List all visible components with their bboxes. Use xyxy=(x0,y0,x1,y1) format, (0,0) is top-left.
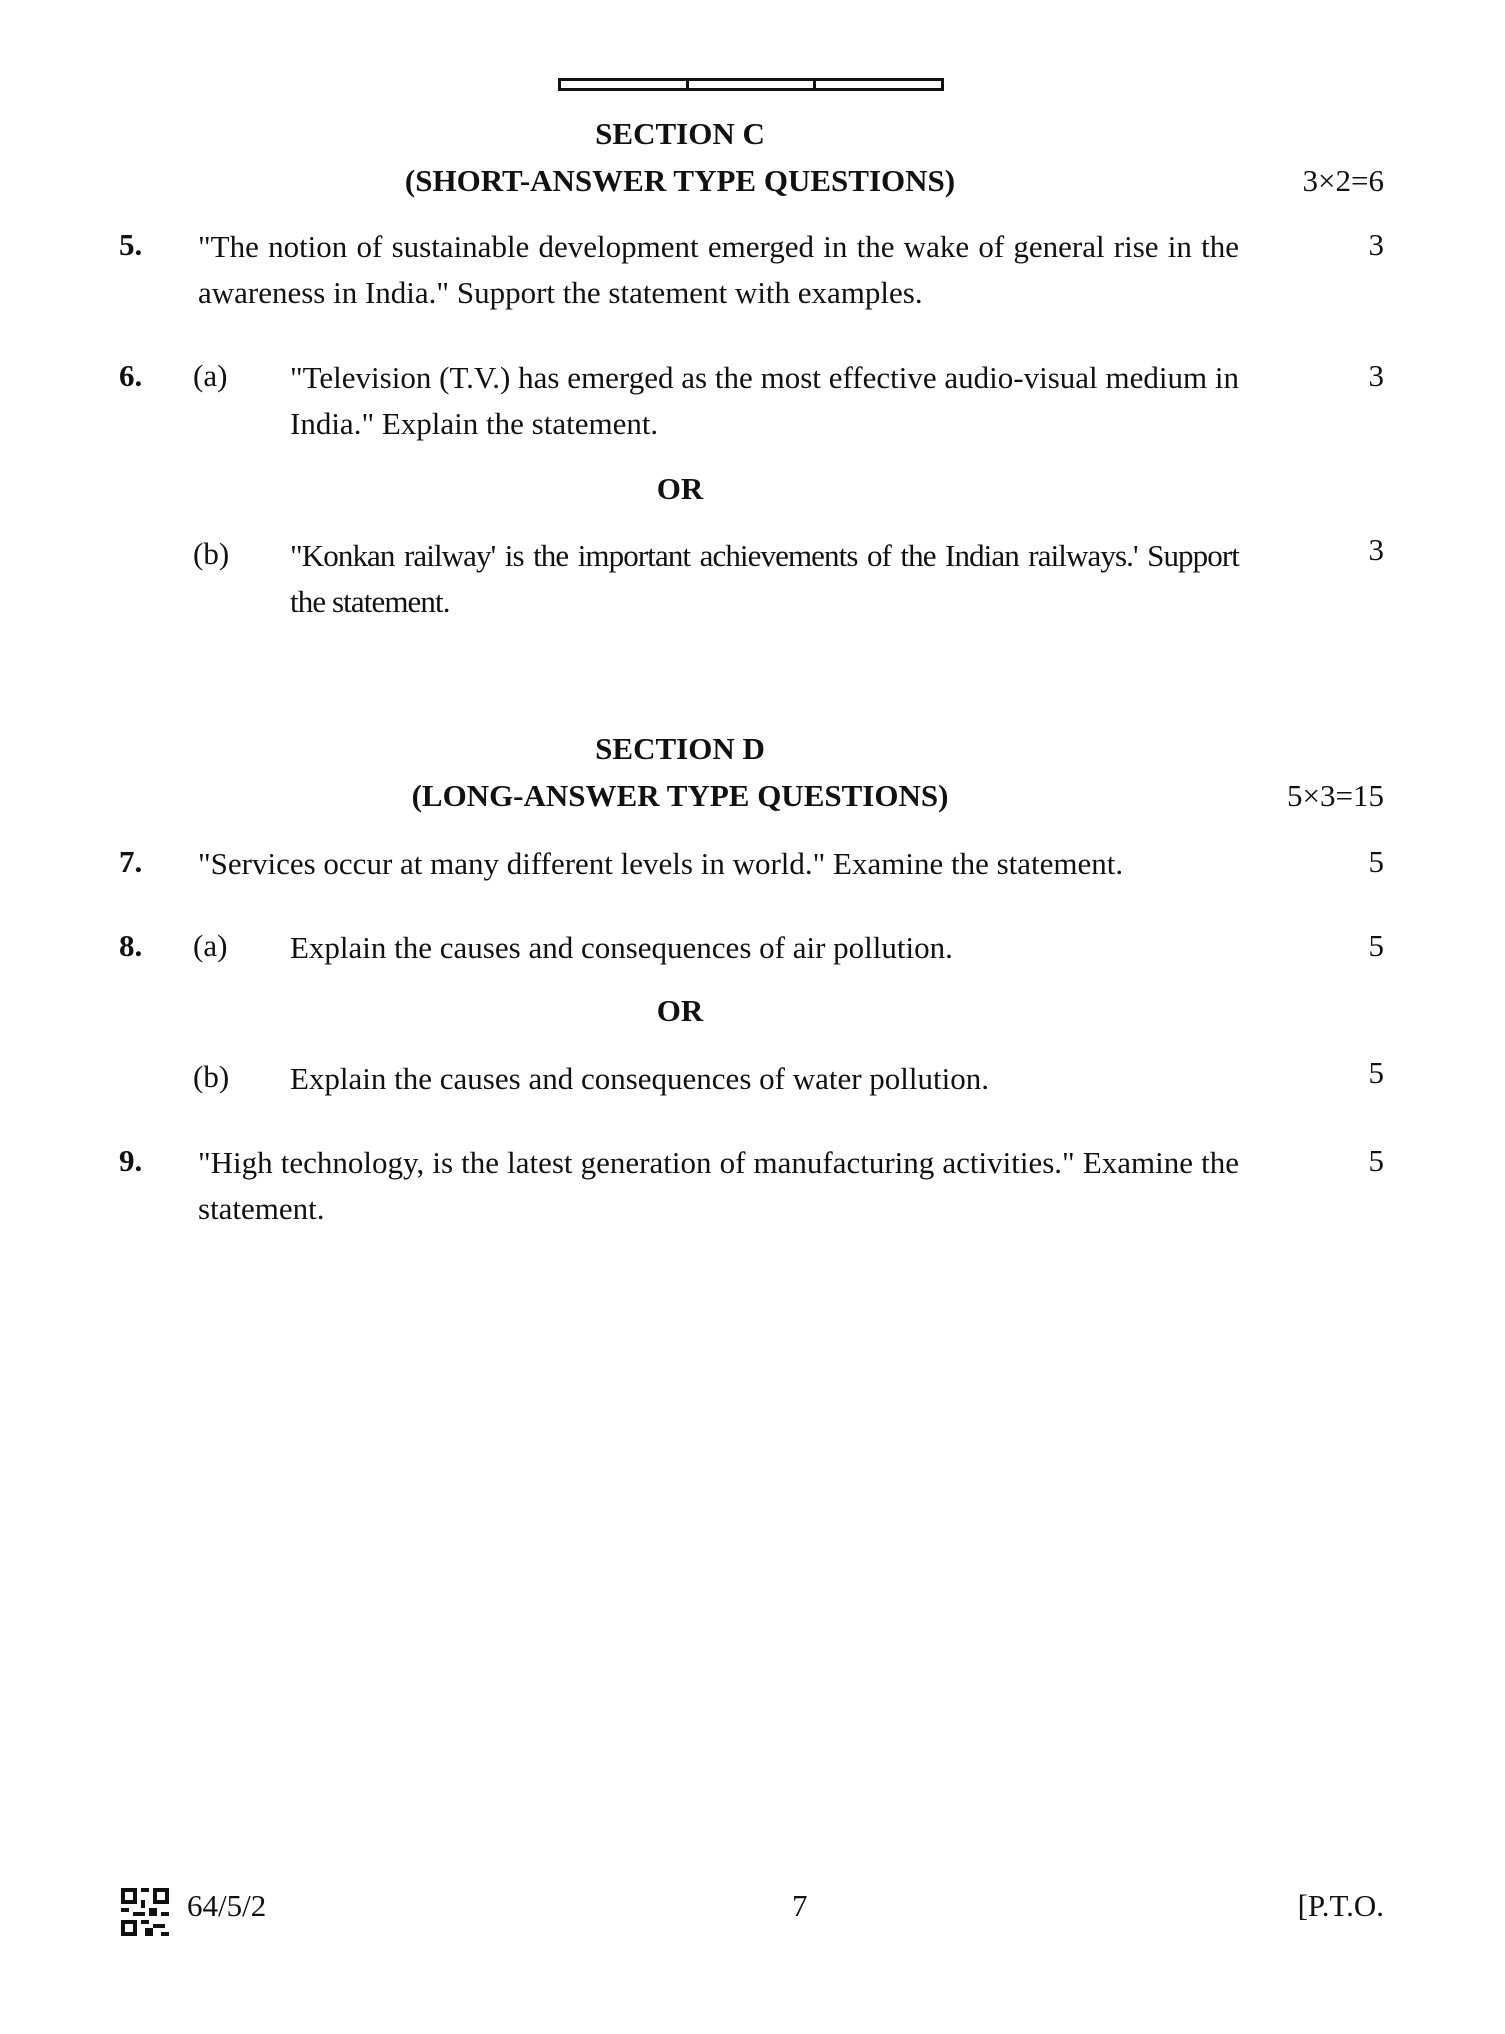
q9-number: 9. xyxy=(119,1143,143,1178)
q5-marks: 3 xyxy=(1368,227,1384,262)
please-turn-over: [P.T.O. xyxy=(1297,1888,1384,1923)
q8a-label: (a) xyxy=(193,928,228,963)
q8a-marks: 5 xyxy=(1368,928,1384,963)
q8-or: OR xyxy=(656,993,704,1028)
q6a-text: "Television (T.V.) has emerged as the most effective audio-visual medium in India." Explain the statement. xyxy=(290,360,1239,441)
q6a-marks: 3 xyxy=(1368,358,1384,393)
section-d-marks: 5×3=15 xyxy=(1287,778,1384,813)
section-c-title: SECTION C xyxy=(595,116,765,151)
q8b-marks: 5 xyxy=(1368,1055,1384,1090)
q6a-label: (a) xyxy=(193,358,228,393)
q6b-marks: 3 xyxy=(1368,532,1384,567)
q8b-text: Explain the causes and consequences of water pollution. xyxy=(290,1061,989,1096)
q7-number: 7. xyxy=(119,844,143,879)
q8a-text: Explain the causes and consequences of air pollution. xyxy=(290,930,953,965)
paper-code: 64/5/2 xyxy=(187,1888,267,1923)
q5-text: "The notion of sustainable development emerged in the wake of general rise in the awareness in India." Support the statement with examples. xyxy=(198,229,1239,310)
q6b-label: (b) xyxy=(193,536,230,571)
section-d-title: SECTION D xyxy=(595,731,765,766)
q9-text: "High technology, is the latest generation of manufacturing activities." Examine the statement. xyxy=(198,1145,1239,1226)
q7-marks: 5 xyxy=(1368,844,1384,879)
q8-number: 8. xyxy=(119,928,143,963)
q7-text: "Services occur at many different levels in world." Examine the statement. xyxy=(198,846,1124,881)
qr-code-icon xyxy=(121,1888,169,1936)
q6-or: OR xyxy=(656,471,704,506)
q6-number: 6. xyxy=(119,358,143,393)
q9-marks: 5 xyxy=(1368,1143,1384,1178)
q6b-text: "Konkan railway' is the important achievements of the Indian railways.' Support the statement. xyxy=(290,538,1239,619)
roll-number-box xyxy=(558,78,944,91)
section-d-subtitle: (LONG-ANSWER TYPE QUESTIONS) xyxy=(411,778,949,813)
q5-number: 5. xyxy=(119,227,143,262)
page-number: 7 xyxy=(792,1888,808,1923)
section-c-marks: 3×2=6 xyxy=(1302,163,1384,198)
q8b-label: (b) xyxy=(193,1059,230,1094)
section-c-subtitle: (SHORT-ANSWER TYPE QUESTIONS) xyxy=(404,163,956,198)
